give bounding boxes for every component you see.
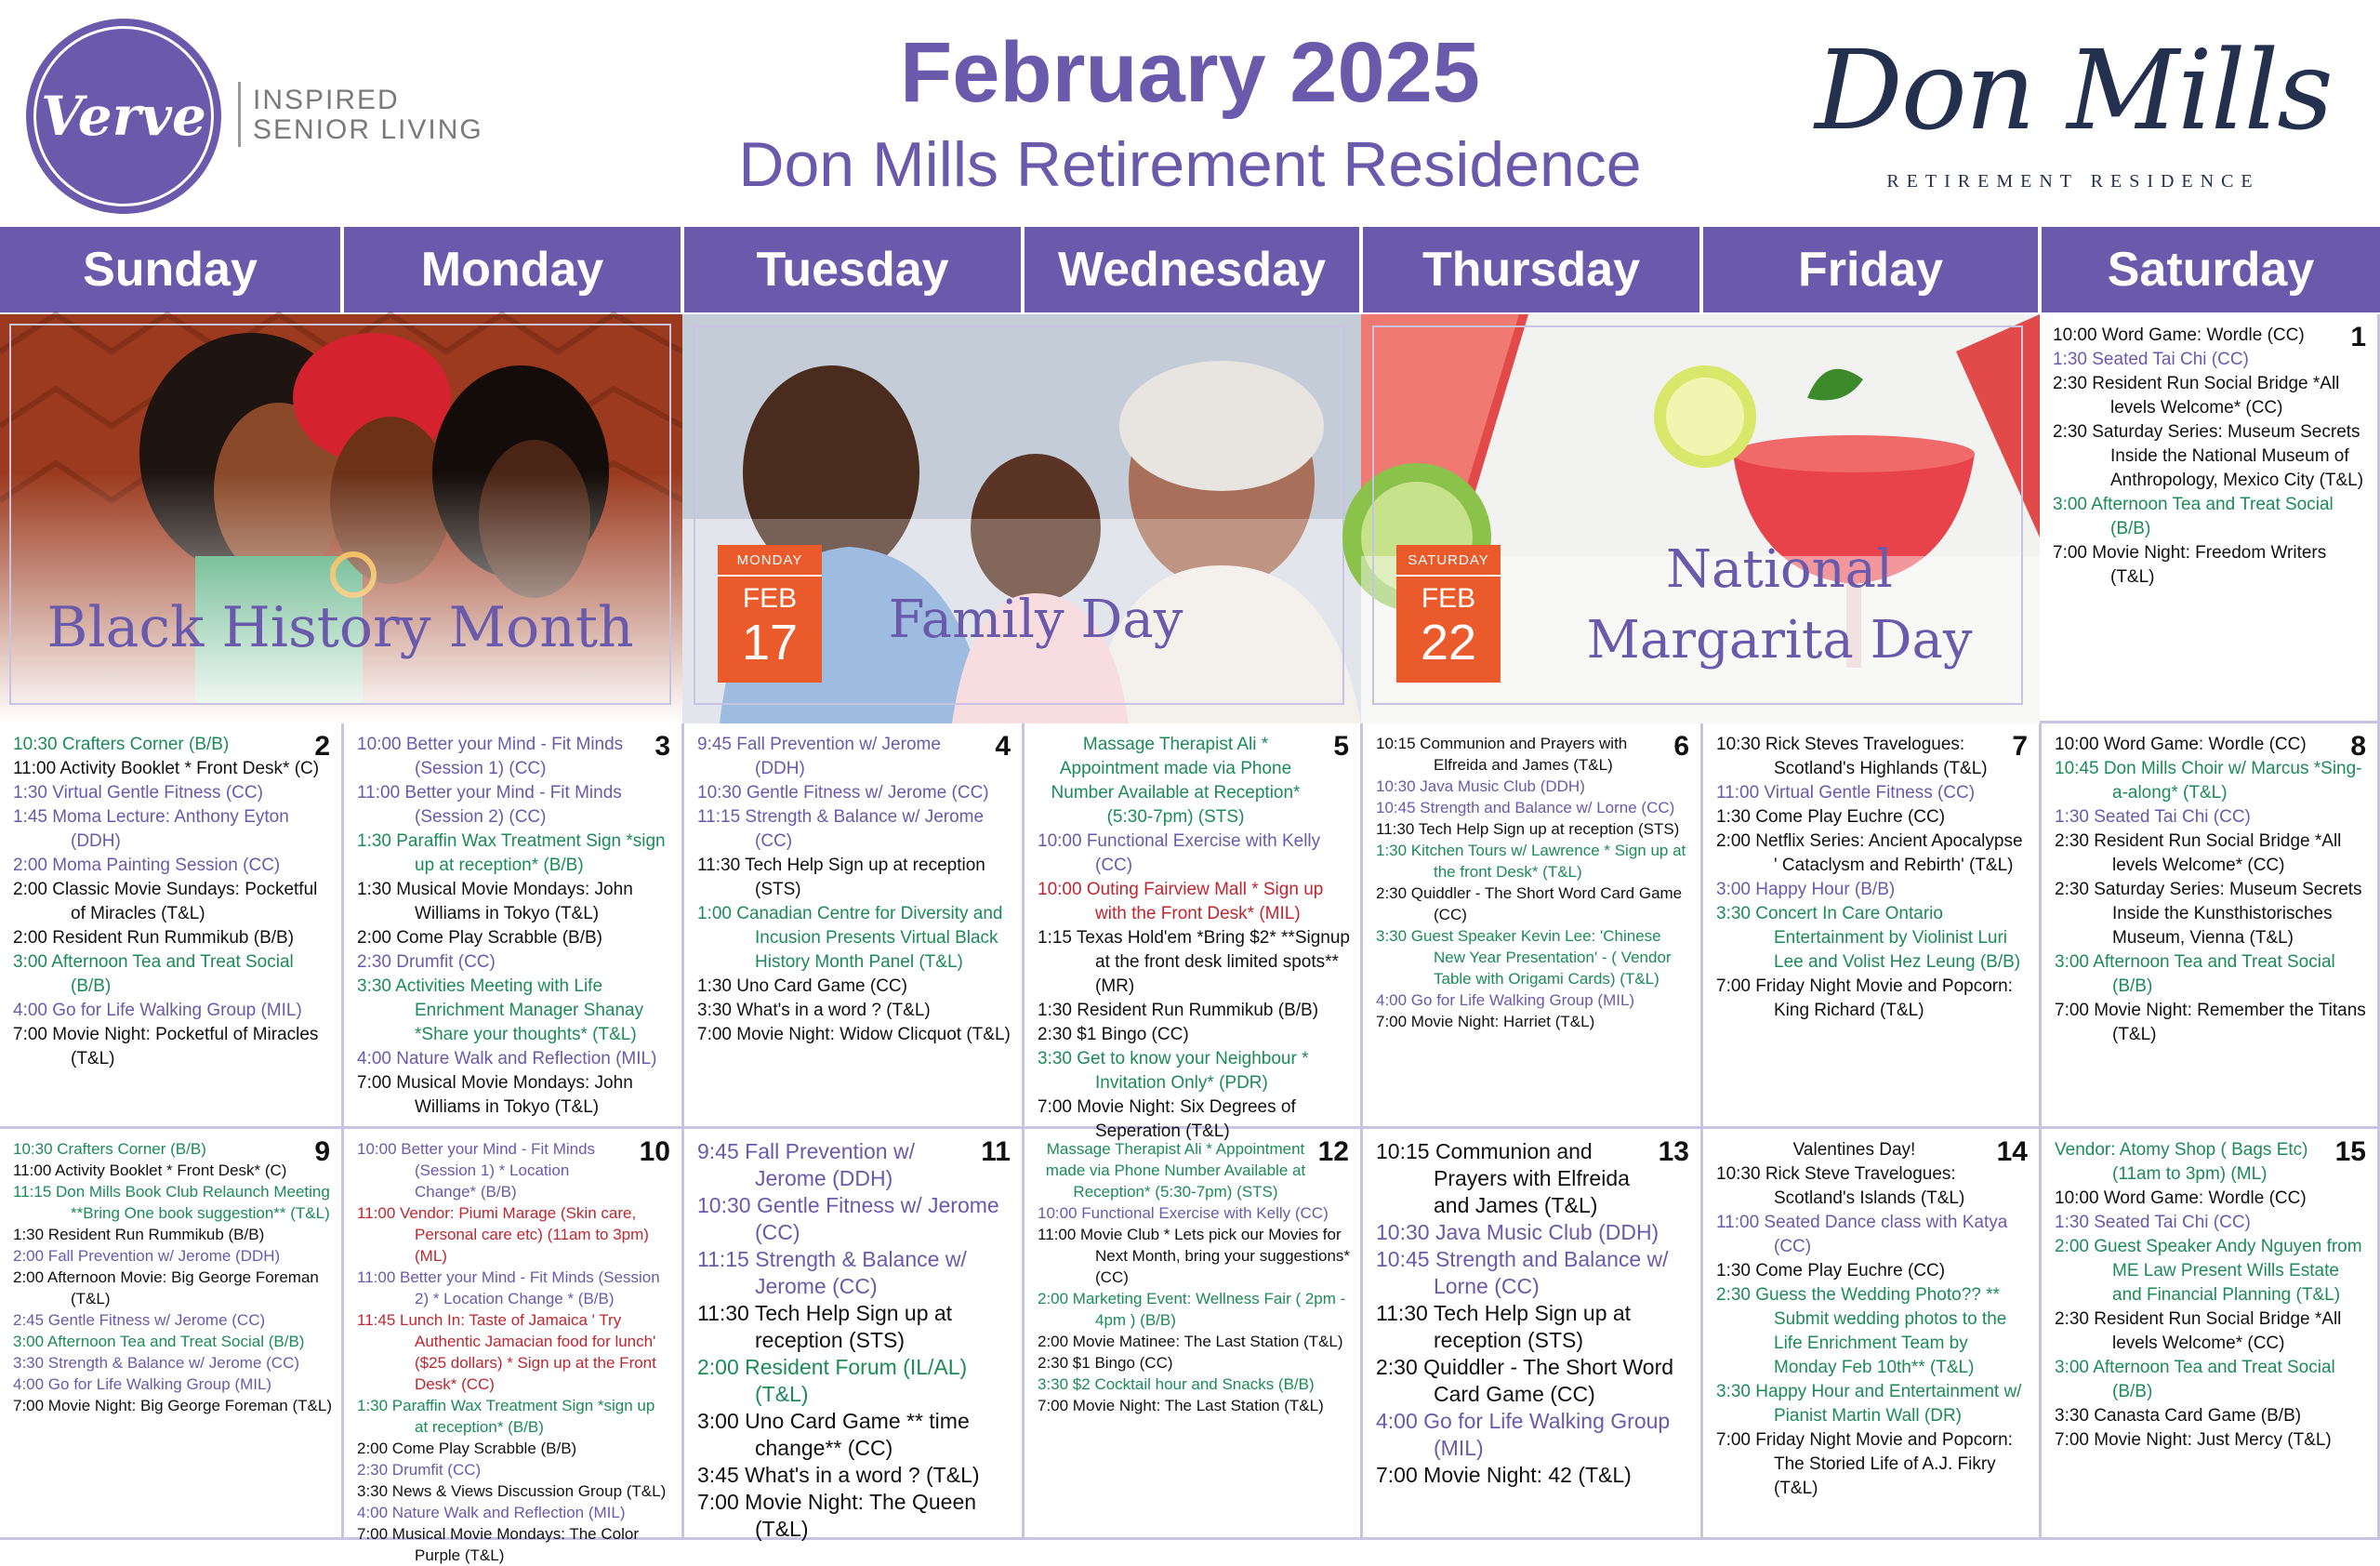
event-item: 2:00 Afternoon Movie: Big George Foreman (T&L) [13, 1268, 319, 1307]
event-item: 3:00 Happy Hour (B/B) [1716, 880, 1896, 899]
don-mills-logo-script: Don Mills [1815, 26, 2332, 154]
event-item: 11:00 Virtual Gentle Fitness (CC) [1716, 783, 1976, 803]
event-item: 11:00 Seated Dance class with Katya (CC) [1716, 1213, 2008, 1256]
event-item: 2:30 Saturday Series: Museum Secrets Inside the National Museum of Anthropology, Mexico City (T&L) [2053, 422, 2364, 490]
day-cell-14 [1703, 1129, 2042, 1540]
don-mills-logo-caption: RETIREMENT RESIDENCE [1886, 171, 2260, 192]
event-item: 10:00 Word Game: Wordle (CC) [2055, 1188, 2307, 1208]
day-number: 11 [981, 1136, 1011, 1167]
event-item: 7:00 Movie Night: Harriet (T&L) [1376, 1013, 1595, 1030]
day-number: 13 [1658, 1136, 1689, 1167]
event-item: 4:00 Go for Life Walking Group (MIL) [1376, 1409, 1671, 1460]
event-item: 2:30 Resident Run Social Bridge *All levels Welcome* (CC) [2053, 374, 2340, 418]
event-item: 7:00 Movie Night: Big George Foreman (T&L) [13, 1397, 332, 1414]
day-cell-11 [684, 1129, 1025, 1540]
event-item: 3:30 Canasta Card Game (B/B) [2055, 1406, 2302, 1426]
event-item: 11:00 Activity Booklet * Front Desk* (C) [13, 759, 320, 778]
event-item: 11:30 Tech Help Sign up at reception (STS) [697, 1301, 953, 1352]
badge-weekday: SATURDAY [1396, 545, 1501, 577]
page-title: February 2025 [900, 25, 1480, 120]
event-item: 10:45 Strength and Balance w/ Lorne (CC) [1376, 799, 1675, 816]
event-item: 10:30 Java Music Club (DDH) [1376, 777, 1585, 795]
day-number: 8 [2350, 731, 2366, 762]
event-item: 9:45 Fall Prevention w/ Jerome (DDH) [697, 735, 941, 778]
event-item: 10:00 Functional Exercise with Kelly (CC) [1038, 1204, 1329, 1222]
event-item: 3:30 News & Views Discussion Group (T&L) [357, 1482, 667, 1500]
weekday-friday: Friday [1703, 227, 2038, 312]
day-cell-10 [344, 1129, 684, 1564]
event-item: 1:30 Paraffin Wax Treatment Sign *sign up at reception* (B/B) [357, 1397, 655, 1436]
page-subtitle: Don Mills Retirement Residence [738, 129, 1642, 200]
weekday-sunday: Sunday [0, 227, 340, 312]
badge-month: FEB [742, 583, 798, 614]
event-item: Vendor: Atomy Shop ( Bags Etc) (11am to 3pm) (ML) [2055, 1140, 2308, 1184]
event-item: 11:00 Movie Club * Lets pick our Movies for Next Month, bring your suggestions* (CC) [1038, 1226, 1351, 1286]
black-history-month-banner [0, 314, 682, 723]
event-item: 7:00 Movie Night: Just Mercy (T&L) [2055, 1430, 2332, 1450]
event-item: 11:00 Better your Mind - Fit Minds (Session 2) (CC) [357, 783, 622, 827]
event-item: 10:45 Don Mills Choir w/ Marcus *Sing-a-along* (T&L) [2055, 759, 2362, 803]
event-item: 1:30 Paraffin Wax Treatment Sign *sign up at reception* (B/B) [357, 831, 666, 875]
family-day-date-badge [718, 545, 822, 683]
event-item: 11:15 Don Mills Book Club Relaunch Meeting **Bring One book suggestion** (T&L) [13, 1183, 330, 1222]
event-item: 10:00 Word Game: Wordle (CC) [2055, 735, 2307, 754]
event-item: 2:00 Guest Speaker Andy Nguyen from ME Law Present Wills Estate and Financial Planning (T&L) [2055, 1237, 2362, 1305]
day-cell-2 [0, 723, 344, 1129]
event-item: 11:30 Tech Help Sign up at reception (STS) [1376, 820, 1680, 838]
day-number: 3 [654, 731, 670, 762]
event-item: 1:30 Musical Movie Mondays: John Williams in Tokyo (T&L) [357, 880, 633, 923]
day-cell-4 [684, 723, 1025, 1129]
event-item: 3:00 Afternoon Tea and Treat Social (B/B) [2055, 952, 2335, 996]
event-item: 7:00 Musical Movie Mondays: John Williams in Tokyo (T&L) [357, 1073, 633, 1117]
event-item: 3:30 What's in a word ? (T&L) [697, 1001, 931, 1020]
event-item: 2:30 Quiddler - The Short Word Card Game (CC) [1376, 884, 1683, 923]
day-cell-5 [1025, 723, 1363, 1141]
weekday-monday: Monday [344, 227, 681, 312]
event-item: 10:30 Rick Steves Travelogues: Scotland's Highlands (T&L) [1716, 735, 1988, 778]
badge-day: 17 [741, 615, 799, 670]
event-item: 7:00 Movie Night: Widow Clicquot (T&L) [697, 1025, 1011, 1044]
event-item: 10:00 Word Game: Wordle (CC) [2053, 325, 2305, 345]
day-number: 15 [2334, 1136, 2366, 1167]
event-item: 1:00 Canadian Centre for Diversity and Incusion Presents Virtual Black History Month Panel (T&L) [697, 904, 1003, 972]
margarita-day-title-line-1: National [1666, 539, 1893, 600]
event-item: 7:00 Movie Night: Pocketful of Miracles (T&L) [13, 1025, 319, 1068]
badge-weekday: MONDAY [718, 545, 822, 577]
event-item: 2:45 Gentle Fitness w/ Jerome (CC) [13, 1311, 266, 1329]
event-item: 3:30 Guest Speaker Kevin Lee: 'Chinese New Year Presentation' - ( Vendor Table with Origami Cards) (T&L) [1376, 927, 1672, 988]
event-item: 10:00 Better your Mind - Fit Minds (Session 1) (CC) [357, 735, 624, 778]
event-item: 3:00 Afternoon Tea and Treat Social (B/B) [2053, 495, 2334, 538]
event-item: 4:00 Go for Life Walking Group (MIL) [13, 1375, 272, 1393]
day-cell-6 [1363, 723, 1703, 1129]
calendar-header [0, 0, 2380, 227]
event-item: 2:30 Resident Run Social Bridge *All levels Welcome* (CC) [2055, 1309, 2342, 1353]
event-item: 10:00 Better your Mind - Fit Minds (Session 1) * Location Change* (B/B) [357, 1140, 596, 1201]
day-cell-3 [344, 723, 684, 1129]
event-item: 2:30 Guess the Wedding Photo?? ** Submit wedding photos to the Life Enrichment Team by Monday Feb 10th** (T&L) [1716, 1285, 2007, 1377]
event-item: 7:00 Movie Night: 42 (T&L) [1376, 1463, 1632, 1487]
day-number: 14 [1996, 1136, 2028, 1167]
event-item: 1:30 Resident Run Rummikub (B/B) [1038, 1001, 1319, 1020]
weekday-thursday: Thursday [1363, 227, 1699, 312]
margarita-day-banner [1361, 314, 2040, 723]
day-number: 12 [1317, 1136, 1349, 1167]
event-item: 2:00 Movie Matinee: The Last Station (T&L) [1038, 1333, 1343, 1350]
margarita-day-title-line-2: Margarita Day [1586, 610, 1973, 670]
black-history-month-title: Black History Month [46, 595, 634, 660]
event-item: 7:00 Musical Movie Mondays: The Color Purple (T&L) [357, 1525, 639, 1564]
event-item: 2:00 Resident Forum (IL/AL) (T&L) [697, 1355, 968, 1406]
weekday-tuesday: Tuesday [684, 227, 1021, 312]
event-item: 2:00 Resident Run Rummikub (B/B) [13, 928, 295, 948]
event-item: 11:00 Better your Mind - Fit Minds (Session 2) * Location Change * (B/B) [357, 1268, 660, 1307]
event-item: 10:00 Outing Fairview Mall * Sign up with the Front Desk* (MIL) [1038, 880, 1324, 923]
event-item: 2:00 Fall Prevention w/ Jerome (DDH) [13, 1247, 281, 1265]
event-item: Valentines Day! [1792, 1140, 1916, 1160]
event-item: 1:30 Virtual Gentle Fitness (CC) [13, 783, 263, 803]
event-item: 10:30 Crafters Corner (B/B) [13, 1140, 206, 1158]
day-number: 5 [1333, 731, 1349, 762]
event-item: 3:30 Happy Hour and Entertainment w/ Pianist Martin Wall (DR) [1716, 1382, 2022, 1426]
event-item: 3:00 Afternoon Tea and Treat Social (B/B) [13, 1333, 305, 1350]
event-item: 4:00 Go for Life Walking Group (MIL) [13, 1001, 302, 1020]
event-item: 11:45 Lunch In: Taste of Jamaica ' Try Authentic Jamacian food for lunch' ($25 dollars) * Sign up at the Front Desk* (CC) [357, 1311, 656, 1393]
event-item: 2:00 Netflix Series: Ancient Apocalypse ' Cataclysm and Rebirth' (T&L) [1716, 831, 2023, 875]
event-item: 2:30 Quiddler - The Short Word Card Game (CC) [1376, 1355, 1674, 1406]
event-item: 2:00 Classic Movie Sundays: Pocketful of Miracles (T&L) [13, 880, 318, 923]
event-item: 2:30 Resident Run Social Bridge *All levels Welcome* (CC) [2055, 831, 2342, 875]
event-item: 11:00 Vendor: Piumi Marage (Skin care, Personal care etc) (11am to 3pm) (ML) [357, 1204, 649, 1265]
event-item: 1:30 Uno Card Game (CC) [697, 976, 907, 996]
event-item: 2:30 Drumfit (CC) [357, 1461, 482, 1479]
event-item: 2:00 Moma Painting Session (CC) [13, 856, 281, 875]
event-item: 10:30 Java Music Club (DDH) [1376, 1220, 1659, 1244]
weekday-saturday: Saturday [2042, 227, 2380, 312]
don-mills-logo [1785, 26, 2361, 203]
event-item: 11:00 Activity Booklet * Front Desk* (C) [13, 1161, 287, 1179]
event-item: 3:00 Afternoon Tea and Treat Social (B/B) [13, 952, 294, 996]
day-cell-13 [1363, 1129, 1703, 1540]
event-item: 7:00 Movie Night: Freedom Writers (T&L) [2053, 543, 2327, 587]
tagline-line-2: SENIOR LIVING [253, 114, 483, 145]
day-cell-7 [1703, 723, 2042, 1129]
event-item: 10:15 Communion and Prayers with Elfreida and James (T&L) [1376, 735, 1628, 774]
event-item: 11:15 Strength & Balance w/ Jerome (CC) [697, 1247, 967, 1298]
event-item: 1:15 Texas Hold'em *Bring $2* **Signup at the front desk limited spots** (MR) [1038, 928, 1350, 996]
event-item: 2:30 Drumfit (CC) [357, 952, 496, 972]
event-item: 2:30 $1 Bingo (CC) [1038, 1025, 1189, 1044]
day-number: 1 [2350, 322, 2366, 352]
event-item: Massage Therapist Ali * Appointment made via Phone Number Available at Reception* (5:30-7pm) (STS) [1051, 735, 1301, 827]
margarita-day-date-badge [1396, 545, 1501, 683]
event-item: 7:00 Movie Night: The Queen (T&L) [697, 1490, 977, 1541]
event-item: 1:30 Resident Run Rummikub (B/B) [13, 1226, 265, 1243]
day-number: 10 [639, 1136, 670, 1167]
event-item: 3:00 Afternoon Tea and Treat Social (B/B) [2055, 1358, 2335, 1401]
event-item: 10:30 Crafters Corner (B/B) [13, 735, 230, 754]
family-day-title: Family Day [888, 590, 1183, 650]
event-item: 2:00 Marketing Event: Wellness Fair ( 2pm - 4pm ) (B/B) [1038, 1290, 1346, 1329]
day-cell-9 [0, 1129, 344, 1540]
day-number: 6 [1673, 731, 1689, 762]
day-cell-8 [2042, 723, 2380, 1129]
tagline-divider [238, 82, 241, 147]
day-number: 9 [314, 1136, 330, 1167]
event-item: 9:45 Fall Prevention w/ Jerome (DDH) [697, 1139, 915, 1190]
event-item: 3:45 What's in a word ? (T&L) [697, 1463, 980, 1487]
event-item: 10:30 Gentle Fitness w/ Jerome (CC) [697, 1193, 999, 1244]
event-item: 7:00 Movie Night: Remember the Titans (T&L) [2055, 1001, 2366, 1044]
event-item: 10:45 Strength and Balance w/ Lorne (CC) [1376, 1247, 1669, 1298]
event-item: 1:30 Come Play Euchre (CC) [1716, 1261, 1946, 1281]
family-day-banner [682, 314, 1361, 723]
event-item: 2:00 Come Play Scrabble (B/B) [357, 928, 603, 948]
day-cell-12 [1025, 1129, 1363, 1540]
event-item: Massage Therapist Ali * Appointment made via Phone Number Available at Reception* (5:30-7pm) (STS) [1045, 1140, 1306, 1201]
event-item: 3:30 Concert In Care Ontario Entertainment by Violinist Luri Lee and Volist Hez Leung (B/B) [1716, 904, 2021, 972]
event-item: 11:30 Tech Help Sign up at reception (STS) [697, 856, 985, 899]
tagline [253, 86, 483, 145]
event-item: 3:30 Activities Meeting with Life Enrichment Manager Shanay *Share your thoughts* (T&L) [357, 976, 644, 1044]
event-item: 7:00 Movie Night: Six Degrees of Seperation (T&L) [1038, 1097, 1296, 1141]
event-item: 2:30 $1 Bingo (CC) [1038, 1354, 1173, 1372]
event-item: 1:30 Seated Tai Chi (CC) [2055, 807, 2251, 827]
tagline-line-1: INSPIRED [253, 85, 400, 115]
event-item: 2:00 Come Play Scrabble (B/B) [357, 1440, 577, 1457]
weekday-header-row [0, 227, 2380, 312]
day-cell-1 [2040, 314, 2380, 723]
event-item: 1:30 Seated Tai Chi (CC) [2055, 1213, 2251, 1232]
day-number: 7 [2012, 731, 2028, 762]
day-cell-15 [2042, 1129, 2380, 1540]
event-item: 4:00 Go for Life Walking Group (MIL) [1376, 991, 1635, 1009]
verve-logo-text: Verve [41, 85, 206, 148]
event-item: 1:30 Kitchen Tours w/ Lawrence * Sign up at the front Desk* (T&L) [1376, 842, 1686, 881]
badge-day: 22 [1420, 615, 1477, 670]
event-item: 2:30 Saturday Series: Museum Secrets Inside the Kunsthistorisches Museum, Vienna (T&L) [2055, 880, 2362, 948]
event-item: 11:30 Tech Help Sign up at reception (STS) [1376, 1301, 1632, 1352]
event-item: 10:30 Rick Steve Travelogues: Scotland's Islands (T&L) [1716, 1164, 1965, 1208]
event-item: 4:00 Nature Walk and Reflection (MIL) [357, 1049, 657, 1068]
event-item: 3:30 Strength & Balance w/ Jerome (CC) [13, 1354, 300, 1372]
event-item: 1:45 Moma Lecture: Anthony Eyton (DDH) [13, 807, 289, 851]
day-number: 4 [995, 731, 1011, 762]
event-item: 7:00 Movie Night: The Last Station (T&L) [1038, 1397, 1324, 1414]
day-number: 2 [314, 731, 330, 762]
event-item: 1:30 Come Play Euchre (CC) [1716, 807, 1946, 827]
event-item: 3:30 $2 Cocktail hour and Snacks (B/B) [1038, 1375, 1315, 1393]
badge-month: FEB [1421, 583, 1476, 614]
event-item: 1:30 Seated Tai Chi (CC) [2053, 350, 2249, 369]
event-item: 10:30 Gentle Fitness w/ Jerome (CC) [697, 783, 989, 803]
event-item: 10:00 Functional Exercise with Kelly (CC) [1038, 831, 1321, 875]
event-item: 3:30 Get to know your Neighbour * Invitation Only* (PDR) [1038, 1049, 1309, 1093]
event-item: 3:00 Uno Card Game ** time change** (CC) [697, 1409, 970, 1460]
event-item: 4:00 Nature Walk and Reflection (MIL) [357, 1504, 626, 1521]
event-item: 10:15 Communion and Prayers with Elfreida and James (T&L) [1376, 1139, 1630, 1217]
event-item: 7:00 Friday Night Movie and Popcorn: The Storied Life of A.J. Fikry (T&L) [1716, 1430, 2013, 1498]
event-item: 11:15 Strength & Balance w/ Jerome (CC) [697, 807, 985, 851]
verve-logo [26, 19, 221, 214]
event-item: 7:00 Friday Night Movie and Popcorn: King Richard (T&L) [1716, 976, 2013, 1020]
weekday-wednesday: Wednesday [1025, 227, 1359, 312]
